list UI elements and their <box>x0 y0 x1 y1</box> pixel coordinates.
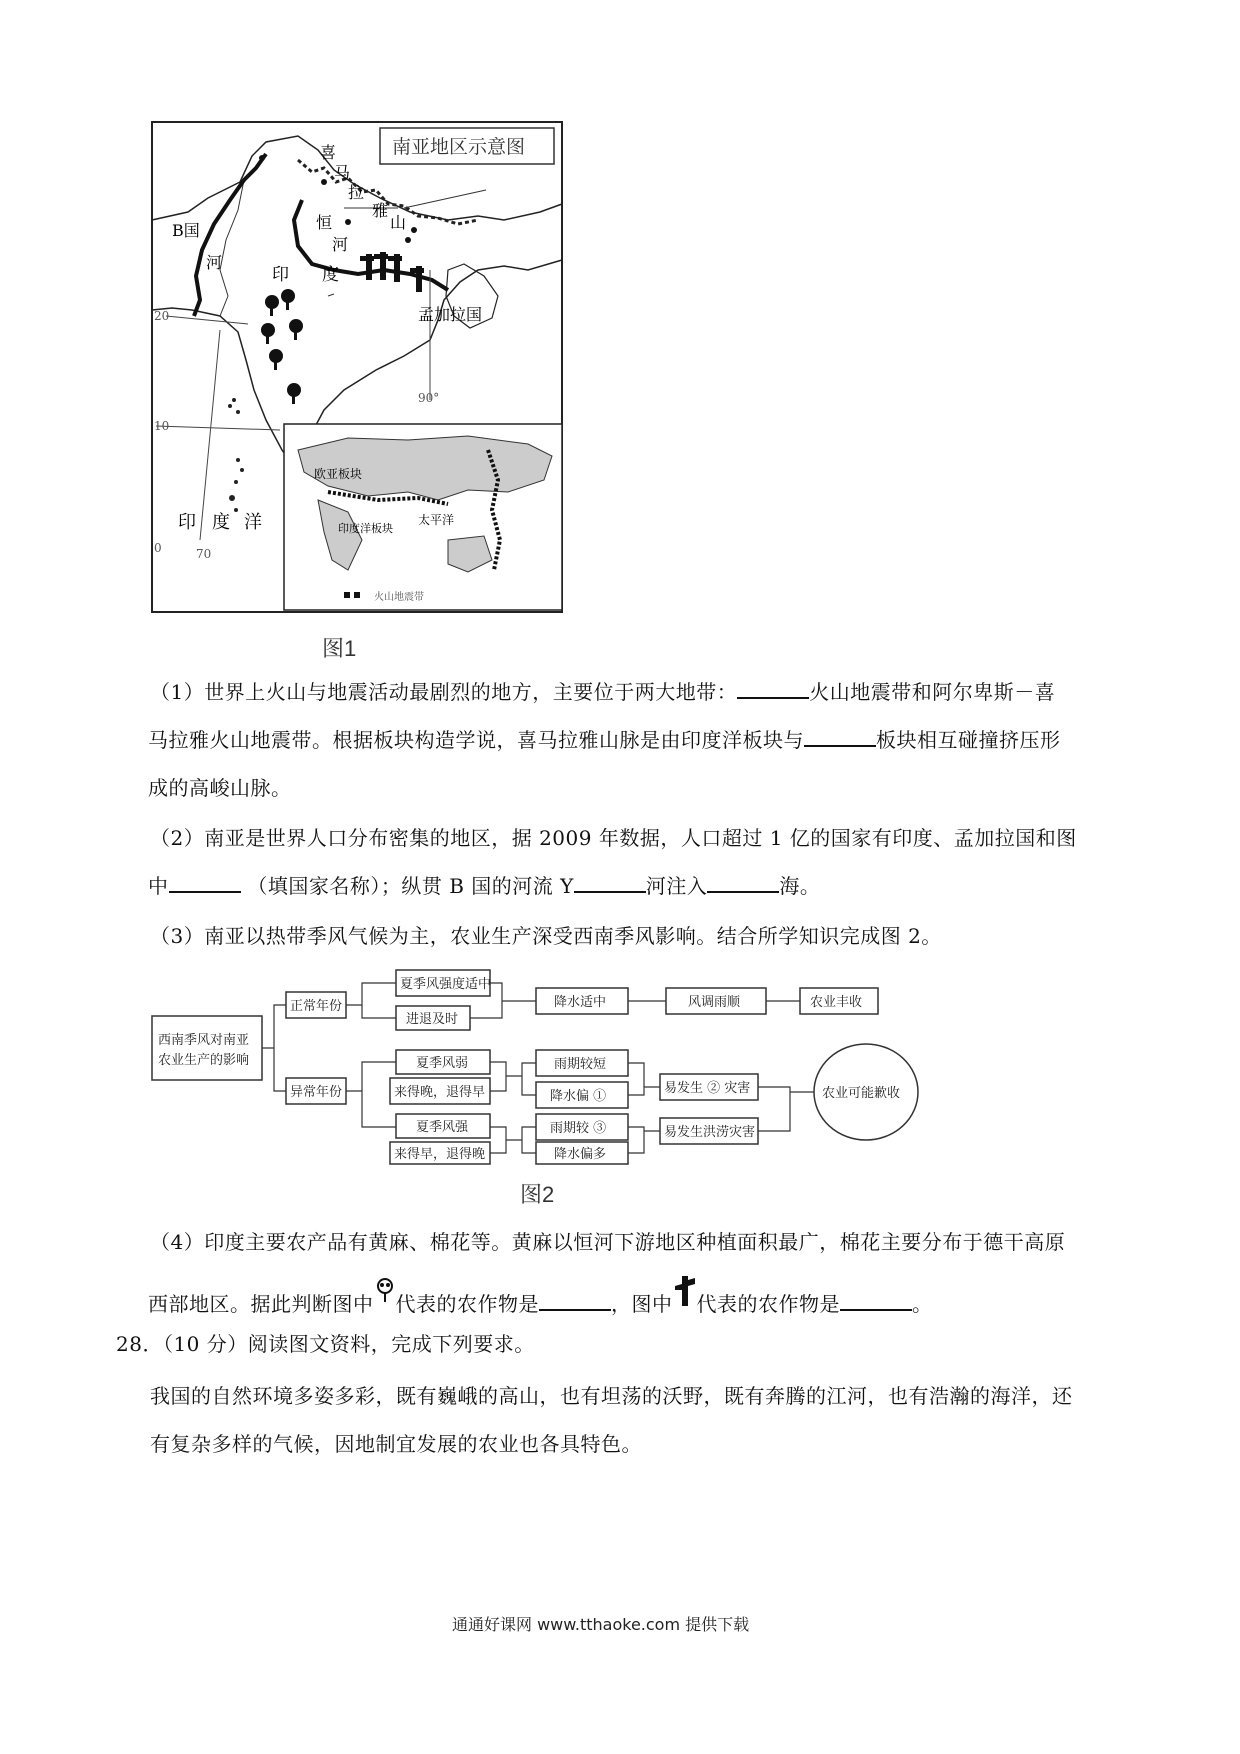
question-1 <box>150 676 1110 804</box>
figure-1-caption: 图1 <box>322 636 357 661</box>
question-28-material <box>150 1380 1110 1460</box>
fc-a2: 来得晚，退得早 <box>394 1085 486 1100</box>
inset-label-eurasia: 欧亚板块 <box>314 467 363 481</box>
label-b-country: B国 <box>172 221 200 240</box>
label-heng: 恒 <box>316 213 333 232</box>
fc-normal-year: 正常年份 <box>290 999 343 1014</box>
question-3: （3）南亚以热带季风气候为主，农业生产深受西南季风影响。结合所学知识完成图 2。 <box>150 924 942 948</box>
fc-n4: 风调雨顺 <box>688 995 741 1010</box>
label-ocean-du: 度 <box>212 512 230 533</box>
inset-label-indian: 印度洋板块 <box>338 522 393 535</box>
q2-blank-1[interactable] <box>169 871 241 893</box>
question-28-header: 28．（10 分）阅读图文资料，完成下列要求。 <box>116 1332 535 1356</box>
label-ocean-yin: 印 <box>178 512 196 533</box>
q4-line-2: 西部地区。据此判断图中 代表的农作物是 ，图中 代表的农作物是 。 <box>148 1288 1110 1322</box>
label-indus-he: 河 <box>206 253 223 272</box>
q28-line-2: 有复杂多样的气候，因地制宜发展的农业也各具特色。 <box>150 1432 642 1456</box>
question-4 <box>150 1226 1110 1322</box>
map-title: 南亚地区示意图 <box>392 136 526 158</box>
fc-result: 农业可能歉收 <box>822 1086 901 1101</box>
fc-n3: 降水适中 <box>554 995 607 1010</box>
q2-blank-2[interactable] <box>574 871 646 893</box>
label-ya: 雅 <box>372 201 389 220</box>
fc-root-line2: 农业生产的影响 <box>158 1053 250 1068</box>
fc-abnormal-year: 异常年份 <box>290 1085 343 1100</box>
page-footer: 通通好课网 www.tthaoke.com 提供下载 <box>452 1615 750 1634</box>
q2-line-2: 中 （填国家名称）；纵贯 B 国的河流 Y 河注入 海。 <box>148 870 1110 902</box>
fc-a5: 易发生 ② 灾害 <box>664 1081 751 1096</box>
label-lon70: 70 <box>196 547 212 561</box>
fc-n5: 农业丰收 <box>810 995 863 1010</box>
label-ganges-he: 河 <box>332 235 349 254</box>
q1-line-3: 成的高峻山脉。 <box>148 776 292 800</box>
monsoon-flowchart <box>150 966 970 1166</box>
fc-b2: 来得早，退得晚 <box>394 1147 486 1162</box>
jute-icon <box>673 1274 697 1308</box>
label-ma: 马 <box>334 163 351 182</box>
fc-a1: 夏季风弱 <box>416 1056 469 1071</box>
label-lat0: 0 <box>154 541 162 555</box>
label-bangladesh: 孟加拉国 <box>418 305 483 324</box>
question-2 <box>150 822 1110 902</box>
fc-a3: 雨期较短 <box>554 1057 607 1072</box>
fc-b5: 易发生洪涝灾害 <box>664 1125 756 1140</box>
q1-blank-1[interactable] <box>737 677 809 699</box>
q1-line-2: 马拉雅火山地震带。根据板块构造学说，喜马拉雅山脉是由印度洋板块与 板块相互碰撞挤压形 <box>148 724 1110 756</box>
cotton-icon <box>374 1278 396 1304</box>
label-lon90: 90° <box>418 391 440 405</box>
inset-legend: 火山地震带 <box>374 592 424 603</box>
inset-plate-map <box>284 424 562 610</box>
label-ocean-yang: 洋 <box>244 512 262 533</box>
fc-n1: 夏季风强度适中 <box>400 977 492 992</box>
q4-blank-2[interactable] <box>840 1289 912 1311</box>
fc-b1: 夏季风强 <box>416 1120 469 1135</box>
label-lat20: 20 <box>154 309 170 323</box>
q4-blank-1[interactable] <box>539 1289 611 1311</box>
q28-line-1: 我国的自然环境多姿多彩，既有巍峨的高山，也有坦荡的沃野，既有奔腾的江河，也有浩瀚的海洋，还 <box>150 1384 1073 1408</box>
figure-1 <box>148 120 568 615</box>
label-shan: 山 <box>390 213 407 232</box>
fc-n2: 进退及时 <box>406 1012 459 1027</box>
q1-blank-2[interactable] <box>804 725 876 747</box>
q4-line-1: （4）印度主要农产品有黄麻、棉花等。黄麻以恒河下游地区种植面积最广，棉花主要分布于德干高原 <box>150 1230 1066 1254</box>
fc-a4: 降水偏 ① <box>550 1089 607 1104</box>
south-asia-map <box>148 120 568 615</box>
label-xi: 喜 <box>320 143 337 162</box>
label-la: 拉 <box>348 183 365 202</box>
fc-b4: 降水偏多 <box>554 1147 607 1162</box>
q1-line-1: （1）世界上火山与地震活动最剧烈的地方，主要位于两大地带： 火山地震带和阿尔卑斯－喜 <box>150 676 1110 708</box>
fc-b3: 雨期较 ③ <box>550 1121 607 1136</box>
figure-2-caption: 图2 <box>520 1182 555 1207</box>
q2-line-1: （2）南亚是世界人口分布密集的地区，据 2009 年数据，人口超过 1 亿的国家有印度、孟加拉国和图 <box>150 826 1077 850</box>
fc-root-line1: 西南季风对南亚 <box>158 1033 250 1048</box>
inset-label-pacific: 太平洋 <box>418 513 455 527</box>
q2-blank-3[interactable] <box>707 871 779 893</box>
label-india-du: 度 <box>322 265 339 285</box>
figure-2 <box>150 966 970 1166</box>
label-india-yin: 印 <box>272 265 289 285</box>
label-lat10: 10 <box>154 419 170 433</box>
